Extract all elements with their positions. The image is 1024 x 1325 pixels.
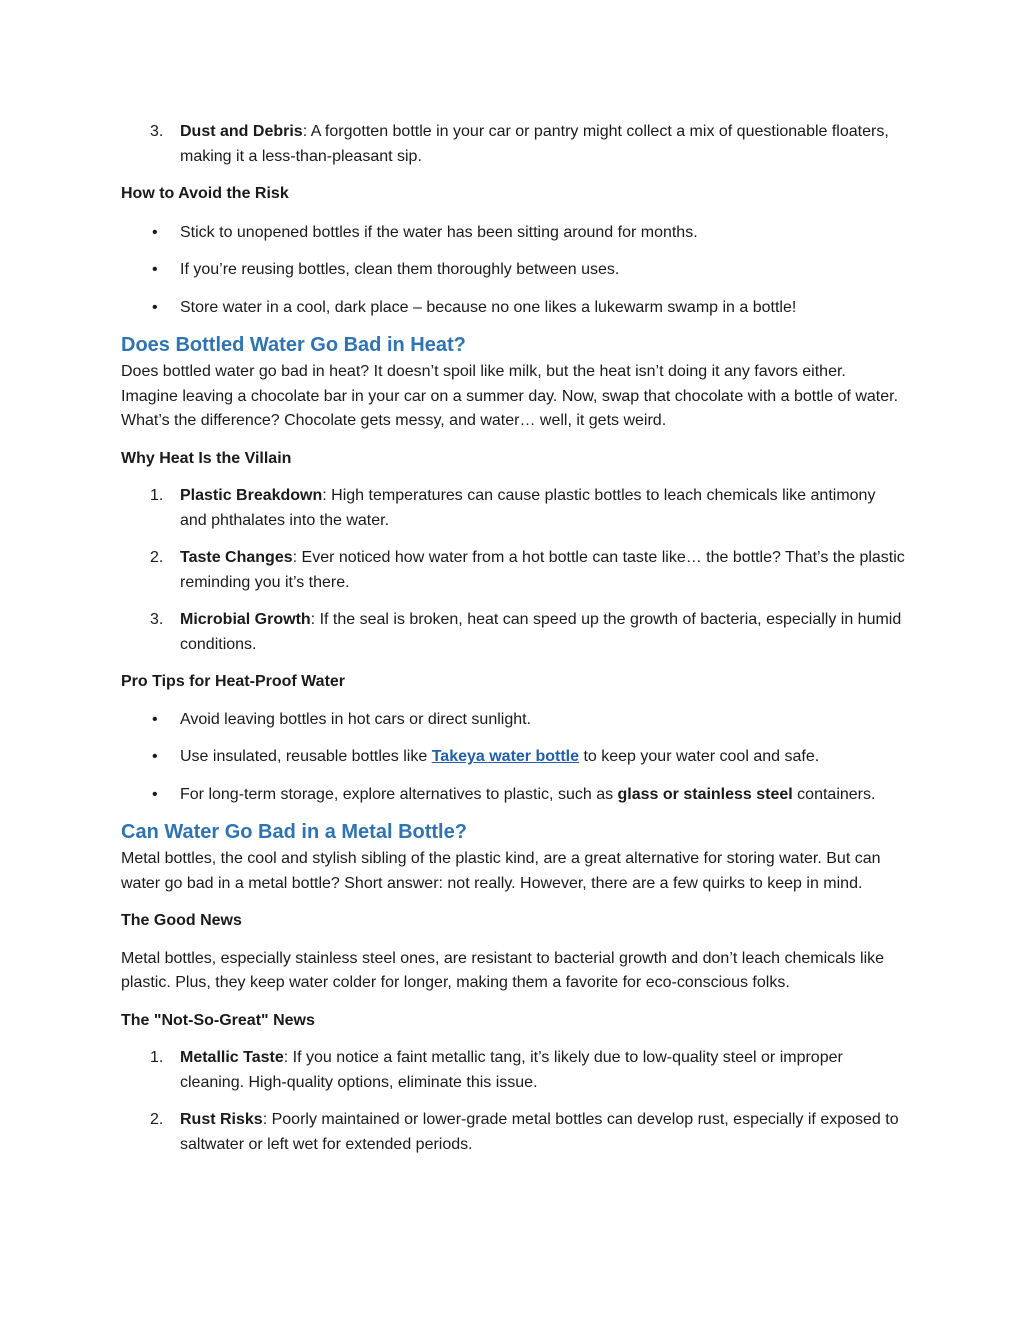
bullet-text: containers. — [792, 785, 876, 803]
list-item-dust-and-debris — [121, 120, 906, 169]
subheading-pro-tips: Pro Tips for Heat-Proof Water — [121, 673, 346, 690]
bullet-icon: • — [152, 785, 158, 803]
bullet-icon: • — [152, 298, 158, 316]
bullet-icon: • — [152, 223, 158, 241]
list-item-text: : A forgotten bottle in your car or pantry might collect a mix of questionable floaters, making it a less-than-pleasant sip. — [180, 123, 889, 165]
list-number: 1. — [150, 1049, 164, 1066]
paragraph-good-news: Metal bottles, especially stainless steel ones, are resistant to bacterial growth and don’t leach chemicals like plastic. Plus, they keep water colder for longer, making them a favorite for eco-conscious folks. — [121, 949, 885, 991]
bullet-item — [121, 745, 906, 770]
list-number: 1. — [150, 487, 164, 504]
section-heading-metal-bottle: Can Water Go Bad in a Metal Bottle? — [121, 821, 467, 843]
bullet-icon: • — [152, 261, 158, 278]
list-item-term: Dust and Debris — [180, 123, 303, 140]
bullet-item — [121, 783, 906, 808]
paragraph-heat-intro: Does bottled water go bad in heat? It doesn’t spoil like milk, but the heat isn’t doing it any favors either. Imagine leaving a chocolate bar in your car on a summer day. Now, swap that chocolate with a bottle of water. What’s the difference? Chocolate gets messy, and water… well, it gets weird. — [121, 363, 899, 429]
bullet-text: to keep your water cool and safe. — [579, 748, 820, 765]
paragraph-metal-intro: Metal bottles, the cool and stylish sibling of the plastic kind, are a great alternative for storing water. But can water go bad in a metal bottle? Short answer: not really. However, there are a few quirks to keep in mind. — [121, 850, 881, 892]
list-item-microbial-growth — [121, 608, 906, 657]
list-item-plastic-breakdown — [121, 484, 906, 533]
list-item-rust-risks — [121, 1108, 906, 1157]
bullet-item — [121, 221, 906, 246]
list-item-text: : If you notice a faint metallic tang, it’s likely due to low-quality steel or improper cleaning. High-quality options, eliminate this issue. — [180, 1049, 843, 1091]
list-item-term: Rust Risks — [180, 1111, 263, 1128]
bullet-text: Stick to unopened bottles if the water has been sitting around for months. — [180, 223, 698, 241]
list-number: 3. — [150, 123, 164, 140]
list-item-term: Metallic Taste — [180, 1049, 284, 1066]
list-item-text: : Ever noticed how water from a hot bottle can taste like… the bottle? That’s the plastic reminding you it’s there. — [180, 549, 905, 591]
list-item-text: : High temperatures can cause plastic bottles to leach chemicals like antimony and phthalates into the water. — [180, 487, 876, 529]
list-item-text: : Poorly maintained or lower-grade metal bottles can develop rust, especially if exposed to saltwater or left wet for extended periods. — [180, 1111, 899, 1153]
list-number: 3. — [150, 611, 164, 628]
section-heading-heat: Does Bottled Water Go Bad in Heat? — [121, 334, 466, 356]
bullet-item — [121, 258, 906, 283]
bullet-emphasis: glass or stainless steel — [617, 785, 793, 803]
list-item-text: : If the seal is broken, heat can speed up the growth of bacteria, especially in humid conditions. — [180, 611, 902, 653]
bullet-text: Avoid leaving bottles in hot cars or direct sunlight. — [180, 710, 532, 728]
bullet-icon: • — [152, 748, 158, 765]
bullet-text: For long-term storage, explore alternatives to plastic, such as — [180, 785, 618, 803]
list-item-term: Taste Changes — [180, 549, 293, 566]
list-number: 2. — [150, 549, 164, 566]
takeya-water-bottle-link[interactable]: Takeya water bottle — [431, 748, 580, 765]
list-item-metallic-taste — [121, 1046, 906, 1095]
bullet-icon: • — [152, 710, 158, 728]
list-number: 2. — [150, 1111, 164, 1128]
subheading-good-news: The Good News — [121, 912, 242, 929]
list-item-taste-changes — [121, 546, 906, 595]
list-item-term: Plastic Breakdown — [180, 487, 323, 504]
list-item-term: Microbial Growth — [180, 611, 311, 628]
bullet-text: Use insulated, reusable bottles like — [180, 748, 432, 765]
subheading-why-heat-villain: Why Heat Is the Villain — [121, 449, 292, 467]
bullet-item — [121, 708, 906, 733]
bullet-item — [121, 296, 906, 321]
subheading-avoid-risk: How to Avoid the Risk — [121, 185, 289, 202]
bullet-text: Store water in a cool, dark place – because no one likes a lukewarm swamp in a bottle! — [180, 298, 797, 316]
bullet-text: If you’re reusing bottles, clean them thoroughly between uses. — [180, 261, 620, 278]
subheading-not-so-great-news: The "Not-So-Great" News — [121, 1011, 315, 1029]
